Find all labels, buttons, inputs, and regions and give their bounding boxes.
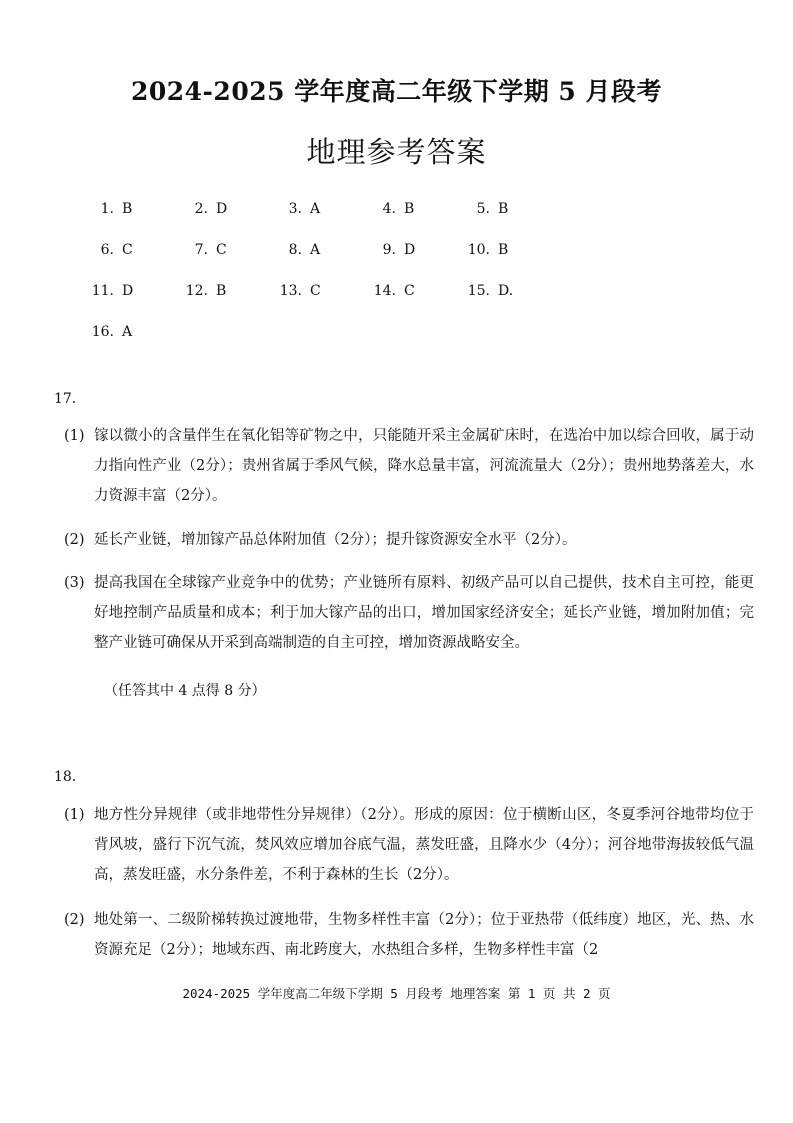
answer-item: 5. B <box>476 200 509 217</box>
exam-title: 2024-2025 学年度高二年级下学期 5 月段考 <box>130 77 663 106</box>
answer-item: 15. D. <box>467 282 514 299</box>
answer-item: 11. D <box>91 282 134 299</box>
answer-row <box>88 229 558 270</box>
part-text: 镓以微小的含量伴生在氧化铝等矿物之中，只能随开采主金属矿床时，在选冶中加以综合回收，属于动力指向性产业（2分）；贵州省属于季风气候，降水总量丰富，河流流量大（2分）；贵州地势落差大，水力资源丰富（2分）。 <box>94 428 754 504</box>
q18-part-1 <box>64 800 754 890</box>
part-label: (3) <box>64 575 85 591</box>
page-title: 地理参考答案 <box>306 135 487 169</box>
part-label: (1) <box>64 807 85 823</box>
answer-item: 7. C <box>194 241 227 258</box>
answer-grid <box>88 188 558 352</box>
answer-item: 4. B <box>382 200 415 217</box>
answer-item: 14. C <box>373 282 415 299</box>
question-17-label: 17． <box>54 391 86 407</box>
page-footer: 2024-2025 学年度高二年级下学期 5 月段考 地理答案 第 1 页 共 2 页 <box>182 986 611 1001</box>
answer-row <box>88 311 558 352</box>
question-18-label: 18． <box>54 769 86 785</box>
q18-part-2 <box>64 905 754 965</box>
answer-item: 13. C <box>279 282 321 299</box>
answer-item: 6. C <box>100 241 133 258</box>
answer-row <box>88 270 558 311</box>
part-label: (2) <box>64 532 85 548</box>
answer-item: 3. A <box>288 200 321 217</box>
scoring-note: （任答其中 4 点得 8 分） <box>104 683 266 699</box>
answer-item: 9. D <box>382 241 416 258</box>
part-text: 地方性分异规律（或非地带性分异规律）（2分）。形成的原因：位于横断山区，冬夏季河谷地带均位于背风坡，盛行下沉气流，焚风效应增加谷底气温，蒸发旺盛，且降水少（4分）；河谷地带海拔较低气温高，蒸发旺盛，水分条件差，不利于森林的生长（2分）。 <box>94 807 754 883</box>
part-text: 延长产业链，增加镓产品总体附加值（2分）；提升镓资源安全水平（2分）。 <box>94 532 577 548</box>
answer-item: 8. A <box>288 241 321 258</box>
part-label: (1) <box>64 428 85 444</box>
q17-part-2 <box>64 525 754 555</box>
answer-row <box>88 188 558 229</box>
answer-item: 16. A <box>91 323 133 340</box>
part-text: 提高我国在全球镓产业竞争中的优势；产业链所有原料、初级产品可以自己提供，技术自主可控，能更好地控制产品质量和成本；利于加大镓产品的出口，增加国家经济安全；延长产业链，增加附加值；完整产业链可确保从开采到高端制造的自主可控，增加资源战略安全。 <box>94 575 754 651</box>
q17-part-3 <box>64 568 754 658</box>
part-label: (2) <box>64 912 85 928</box>
q17-part-1 <box>64 421 754 511</box>
answer-item: 2. D <box>194 200 228 217</box>
answer-item: 10. B <box>467 241 509 258</box>
answer-item: 12. B <box>185 282 227 299</box>
part-text: 地处第一、二级阶梯转换过渡地带，生物多样性丰富（2分）；位于亚热带（低纬度）地区，光、热、水资源充足（2分）；地域东西、南北跨度大，水热组合多样，生物多样性丰富（2 <box>94 912 754 958</box>
answer-item: 1. B <box>100 200 133 217</box>
